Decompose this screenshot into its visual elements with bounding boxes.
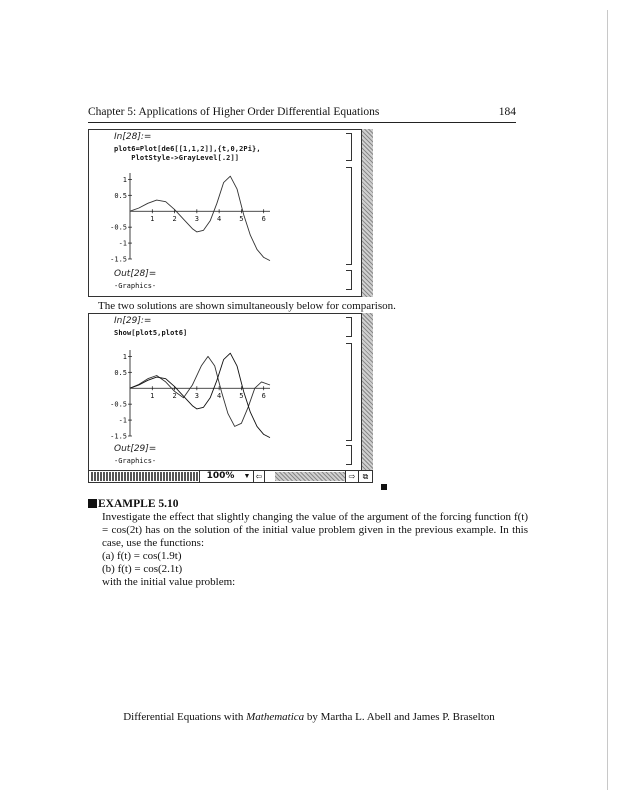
resize-icon[interactable]: ⧉: [358, 471, 372, 482]
square-bullet-icon: [88, 499, 97, 508]
zoom-level[interactable]: 100%: [199, 471, 241, 482]
horizontal-scroll-track[interactable]: [275, 472, 345, 481]
plot-graphic-2: [106, 346, 276, 441]
x-tick-label: 5: [239, 215, 244, 224]
example-body: Investigate the effect that slightly changing the value of the argument of the forcing function f(t) = cos(2t) has on the solution of the initial value problem given in the previous example. In this case, use the functions:: [102, 511, 528, 549]
x-tick-label: 1: [150, 215, 155, 224]
footer-suffix: by Martha L. Abell and James P. Braselton: [304, 711, 495, 723]
x-tick-label: 5: [239, 392, 244, 401]
chevron-down-icon[interactable]: ▼: [243, 472, 251, 480]
y-tick-label: 1: [122, 175, 127, 184]
footer-prefix: Differential Equations with: [123, 711, 247, 723]
y-tick-label: 0.5: [114, 191, 127, 200]
input-label: In[28]:=: [114, 132, 152, 142]
x-tick-label: 1: [150, 392, 155, 401]
example-item-a: (a) f(t) = cos(1.9t): [102, 550, 182, 562]
input-code-line-1[interactable]: plot6=Plot[de6[[1,1,2]],{t,0,2Pi},: [114, 145, 261, 153]
end-of-proof-square: [381, 484, 387, 490]
scroll-left-arrow-icon[interactable]: ⇦: [253, 471, 265, 482]
page-header: [88, 106, 516, 122]
y-tick-label: -1.5: [110, 432, 127, 441]
x-tick-label: 6: [261, 392, 266, 401]
y-tick-label: -1: [118, 239, 127, 248]
x-tick-label: 3: [194, 215, 199, 224]
x-tick-label: 2: [172, 392, 177, 401]
output-cell-bracket[interactable]: [346, 270, 352, 290]
page-edge: [607, 10, 608, 790]
output-label: Out[28]=: [114, 269, 157, 279]
status-pattern: [90, 472, 198, 481]
notebook-cell-1: [88, 129, 373, 297]
x-tick-label: 3: [194, 392, 199, 401]
example-closing: with the initial value problem:: [102, 576, 236, 588]
y-tick-label: 0.5: [114, 368, 127, 377]
chapter-title: Chapter 5: Applications of Higher Order Differential Equations: [88, 106, 380, 118]
page-footer: [0, 711, 618, 723]
header-rule: [88, 122, 516, 123]
input-code-line-1[interactable]: Show[plot5,plot6]: [114, 329, 188, 337]
y-tick-label: -1.5: [110, 255, 127, 264]
y-tick-label: 1: [122, 352, 127, 361]
plot-graphic-1: [106, 169, 276, 264]
y-tick-label: -1: [118, 416, 127, 425]
output-label: Out[29]=: [114, 444, 157, 454]
example-section: [88, 498, 528, 589]
graphics-cell-bracket[interactable]: [346, 167, 352, 265]
comparison-caption: The two solutions are shown simultaneously below for comparison.: [98, 300, 396, 312]
y-tick-label: -0.5: [110, 400, 127, 409]
x-tick-label: 4: [217, 215, 222, 224]
example-item-b: (b) f(t) = cos(2.1t): [102, 563, 183, 575]
input-label: In[29]:=: [114, 316, 152, 326]
vertical-scrollbar[interactable]: [361, 129, 373, 297]
window-status-bar: [88, 470, 373, 483]
output-cell-bracket[interactable]: [346, 445, 352, 465]
example-title-text: EXAMPLE 5.10: [98, 498, 179, 510]
scroll-right-arrow-icon[interactable]: ⇨: [345, 471, 358, 482]
input-cell-bracket[interactable]: [346, 133, 352, 161]
example-title: [88, 498, 528, 511]
y-tick-label: -0.5: [110, 223, 127, 232]
vertical-scrollbar[interactable]: [361, 313, 373, 471]
x-tick-label: 2: [172, 215, 177, 224]
graphics-cell-bracket[interactable]: [346, 343, 352, 441]
x-tick-label: 4: [217, 392, 222, 401]
input-code-line-2[interactable]: PlotStyle->GrayLevel[.2]]: [114, 154, 240, 162]
page-number: 184: [498, 106, 516, 118]
output-value: -Graphics-: [114, 282, 157, 290]
input-cell-bracket[interactable]: [346, 317, 352, 337]
x-tick-label: 6: [261, 215, 266, 224]
output-value: -Graphics-: [114, 457, 157, 465]
footer-italic: Mathematica: [246, 711, 305, 723]
notebook-cell-2: [88, 313, 373, 471]
